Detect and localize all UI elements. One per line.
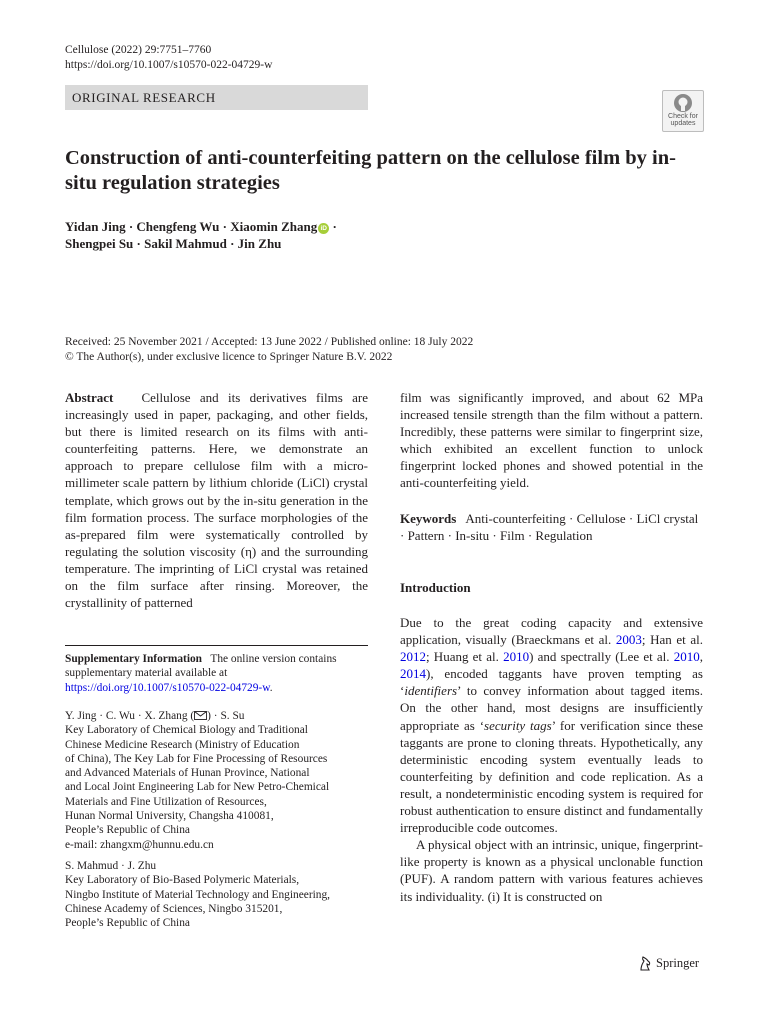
affiliation-names-b: ) · S. Su bbox=[207, 710, 245, 722]
affiliation-block-1 bbox=[65, 709, 368, 852]
intro-paragraph-2: A physical object with an intrinsic, unique, fingerprint-like property is known as a physical unclonable function (PUF). A random pattern with various features achieves its individuality. (i) It is constructed on bbox=[400, 837, 703, 904]
supplementary-text: The online version contains supplementary material available at bbox=[65, 653, 337, 680]
intro-paragraph-1: Due to the great coding capacity and extensive application, visually (Braeckmans et al. 2003; Han et al. 2012; Huang et al. 2010) and spectrally (Lee et al. 2010, 2014), encoded taggants have proven tempting as ‘identifiers’ to convey information about tagged items. On the other hand, most designs are insufficiently appropriate as ‘security tags’ for verification since these taggants are prone to cloning threats. Hypothetically, any deterministic encoding system eventually leads to counterfeiting by definition and code replication. As a result, a nondeterministic encoding system is required for robust authentication to ensure distinct and fundamentally irreproducible code outcomes. bbox=[400, 615, 703, 836]
emphasis: security tags bbox=[484, 717, 552, 733]
section-label: ORIGINAL RESEARCH bbox=[65, 85, 368, 110]
abstract-text: Cellulose and its derivatives films are increasingly used in paper, packaging, and other fields, but there is limited research on its films with anti-counterfeiting patterns. Here, we demonstrate an approach to prepare cellulose film with a micro-millimeter scale pattern by lithium chloride (LiCl) crystal template, which grows out by the in-situ generation in the film formation process. The surface morphologies of the as-prepared film were systematically controlled by regulating the solution viscosity (η) and the surrounding temperature. The imprinting of LiCl crystal was retained on the film surface after rinsing. Moreover, the crystallinity of patterned bbox=[65, 390, 368, 611]
introduction-body bbox=[400, 614, 703, 905]
introduction-heading: Introduction bbox=[400, 580, 471, 595]
article-title: Construction of anti-counterfeiting pattern on the cellulose film by in-situ regulation strategies bbox=[65, 147, 676, 194]
affiliation-line: Chinese Academy of Sciences, Ningbo 315201, bbox=[65, 902, 283, 915]
doi-line[interactable]: https://doi.org/10.1007/s10570-022-04729-w bbox=[65, 59, 273, 71]
affiliation-line: Materials and Fine Utilization of Resources, bbox=[65, 795, 267, 808]
supplementary-end: . bbox=[269, 681, 273, 694]
abstract-continued-text: film was significantly improved, and about 62 MPa increased tensile strength than the film without a pattern. Incredibly, these patterns were similar to fingerprint size, which exhibited an excellent function to unlock fingerprint locked phones and showed potential in the anti-counterfeiting yield. bbox=[400, 390, 703, 491]
affiliation-block-2 bbox=[65, 859, 368, 930]
affiliation-line: of China), The Key Lab for Fine Processing of Resources bbox=[65, 752, 328, 765]
ref-link[interactable]: 2012 bbox=[400, 649, 426, 665]
copyright-line: © The Author(s), under exclusive licence to Springer Nature B.V. 2022 bbox=[65, 351, 393, 363]
badge-line2: updates bbox=[670, 120, 696, 127]
footnote-divider bbox=[65, 645, 368, 646]
keywords-text: Anti-counterfeiting · Cellulose · LiCl crystal · Pattern · In-situ · Film · Regulation bbox=[400, 511, 699, 544]
affiliation-line: Ningbo Institute of Material Technology and Engineering, bbox=[65, 888, 331, 901]
supplementary-link[interactable]: https://doi.org/10.1007/s10570-022-04729-w bbox=[65, 681, 270, 694]
affiliation-line: Key Laboratory of Chemical Biology and Traditional bbox=[65, 724, 308, 737]
envelope-icon[interactable] bbox=[194, 711, 207, 720]
affiliation-names: S. Mahmud · J. Zhu bbox=[65, 860, 157, 872]
emphasis: identifiers bbox=[404, 683, 458, 699]
authors-first-suffix: · bbox=[329, 219, 337, 234]
affiliation-line: and Advanced Materials of Hunan Province, National bbox=[65, 767, 310, 780]
badge-line1: Check for bbox=[668, 113, 698, 120]
abstract-label: Abstract bbox=[65, 390, 114, 405]
author-line-1 bbox=[65, 218, 505, 235]
article-dates bbox=[65, 335, 473, 365]
author-line-2: Shengpei Su · Sakil Mahmud · Jin Zhu bbox=[65, 236, 282, 251]
affiliation-line: Hunan Normal University, Changsha 410081, bbox=[65, 810, 274, 823]
journal-line: Cellulose (2022) 29:7751–7760 bbox=[65, 44, 212, 56]
publisher-name: Springer bbox=[656, 956, 700, 970]
keywords bbox=[400, 510, 703, 544]
publisher-logo bbox=[638, 956, 699, 971]
ref-link[interactable]: 2014 bbox=[400, 666, 426, 682]
history-line: Received: 25 November 2021 / Accepted: 13 June 2022 / Published online: 18 July 2022 bbox=[65, 336, 474, 348]
abstract bbox=[65, 389, 368, 611]
orcid-icon[interactable]: iD bbox=[318, 223, 329, 234]
ref-link[interactable]: 2010 bbox=[673, 649, 700, 665]
affiliation-line: People’s Republic of China bbox=[65, 824, 190, 837]
author-list bbox=[65, 218, 505, 252]
supplementary-label: Supplementary Information bbox=[65, 653, 203, 665]
affiliation-line: and Local Joint Engineering Lab for New Petro-Chemical bbox=[65, 781, 330, 794]
authors-first: Yidan Jing · Chengfeng Wu · Xiaomin Zhang bbox=[65, 219, 318, 234]
supplementary-info bbox=[65, 652, 368, 695]
email-line[interactable]: e-mail: zhangxm@hunnu.edu.cn bbox=[65, 838, 214, 851]
keywords-label: Keywords bbox=[400, 511, 457, 526]
journal-citation bbox=[65, 43, 272, 73]
springer-horse-icon bbox=[638, 956, 652, 971]
affiliation-names-a: Y. Jing · C. Wu · X. Zhang ( bbox=[65, 710, 195, 722]
affiliation-line: People’s Republic of China bbox=[65, 917, 190, 930]
abstract-continued bbox=[400, 389, 703, 492]
affiliation-line: Key Laboratory of Bio-Based Polymeric Materials, bbox=[65, 874, 300, 887]
ref-link[interactable]: 2003 bbox=[615, 632, 642, 648]
check-updates-icon bbox=[673, 93, 693, 113]
affiliation-line: Chinese Medicine Research (Ministry of Education bbox=[65, 738, 300, 751]
ref-link[interactable]: 2010 bbox=[503, 649, 530, 665]
affiliation-names bbox=[65, 709, 368, 723]
check-for-updates-badge[interactable] bbox=[662, 90, 704, 132]
